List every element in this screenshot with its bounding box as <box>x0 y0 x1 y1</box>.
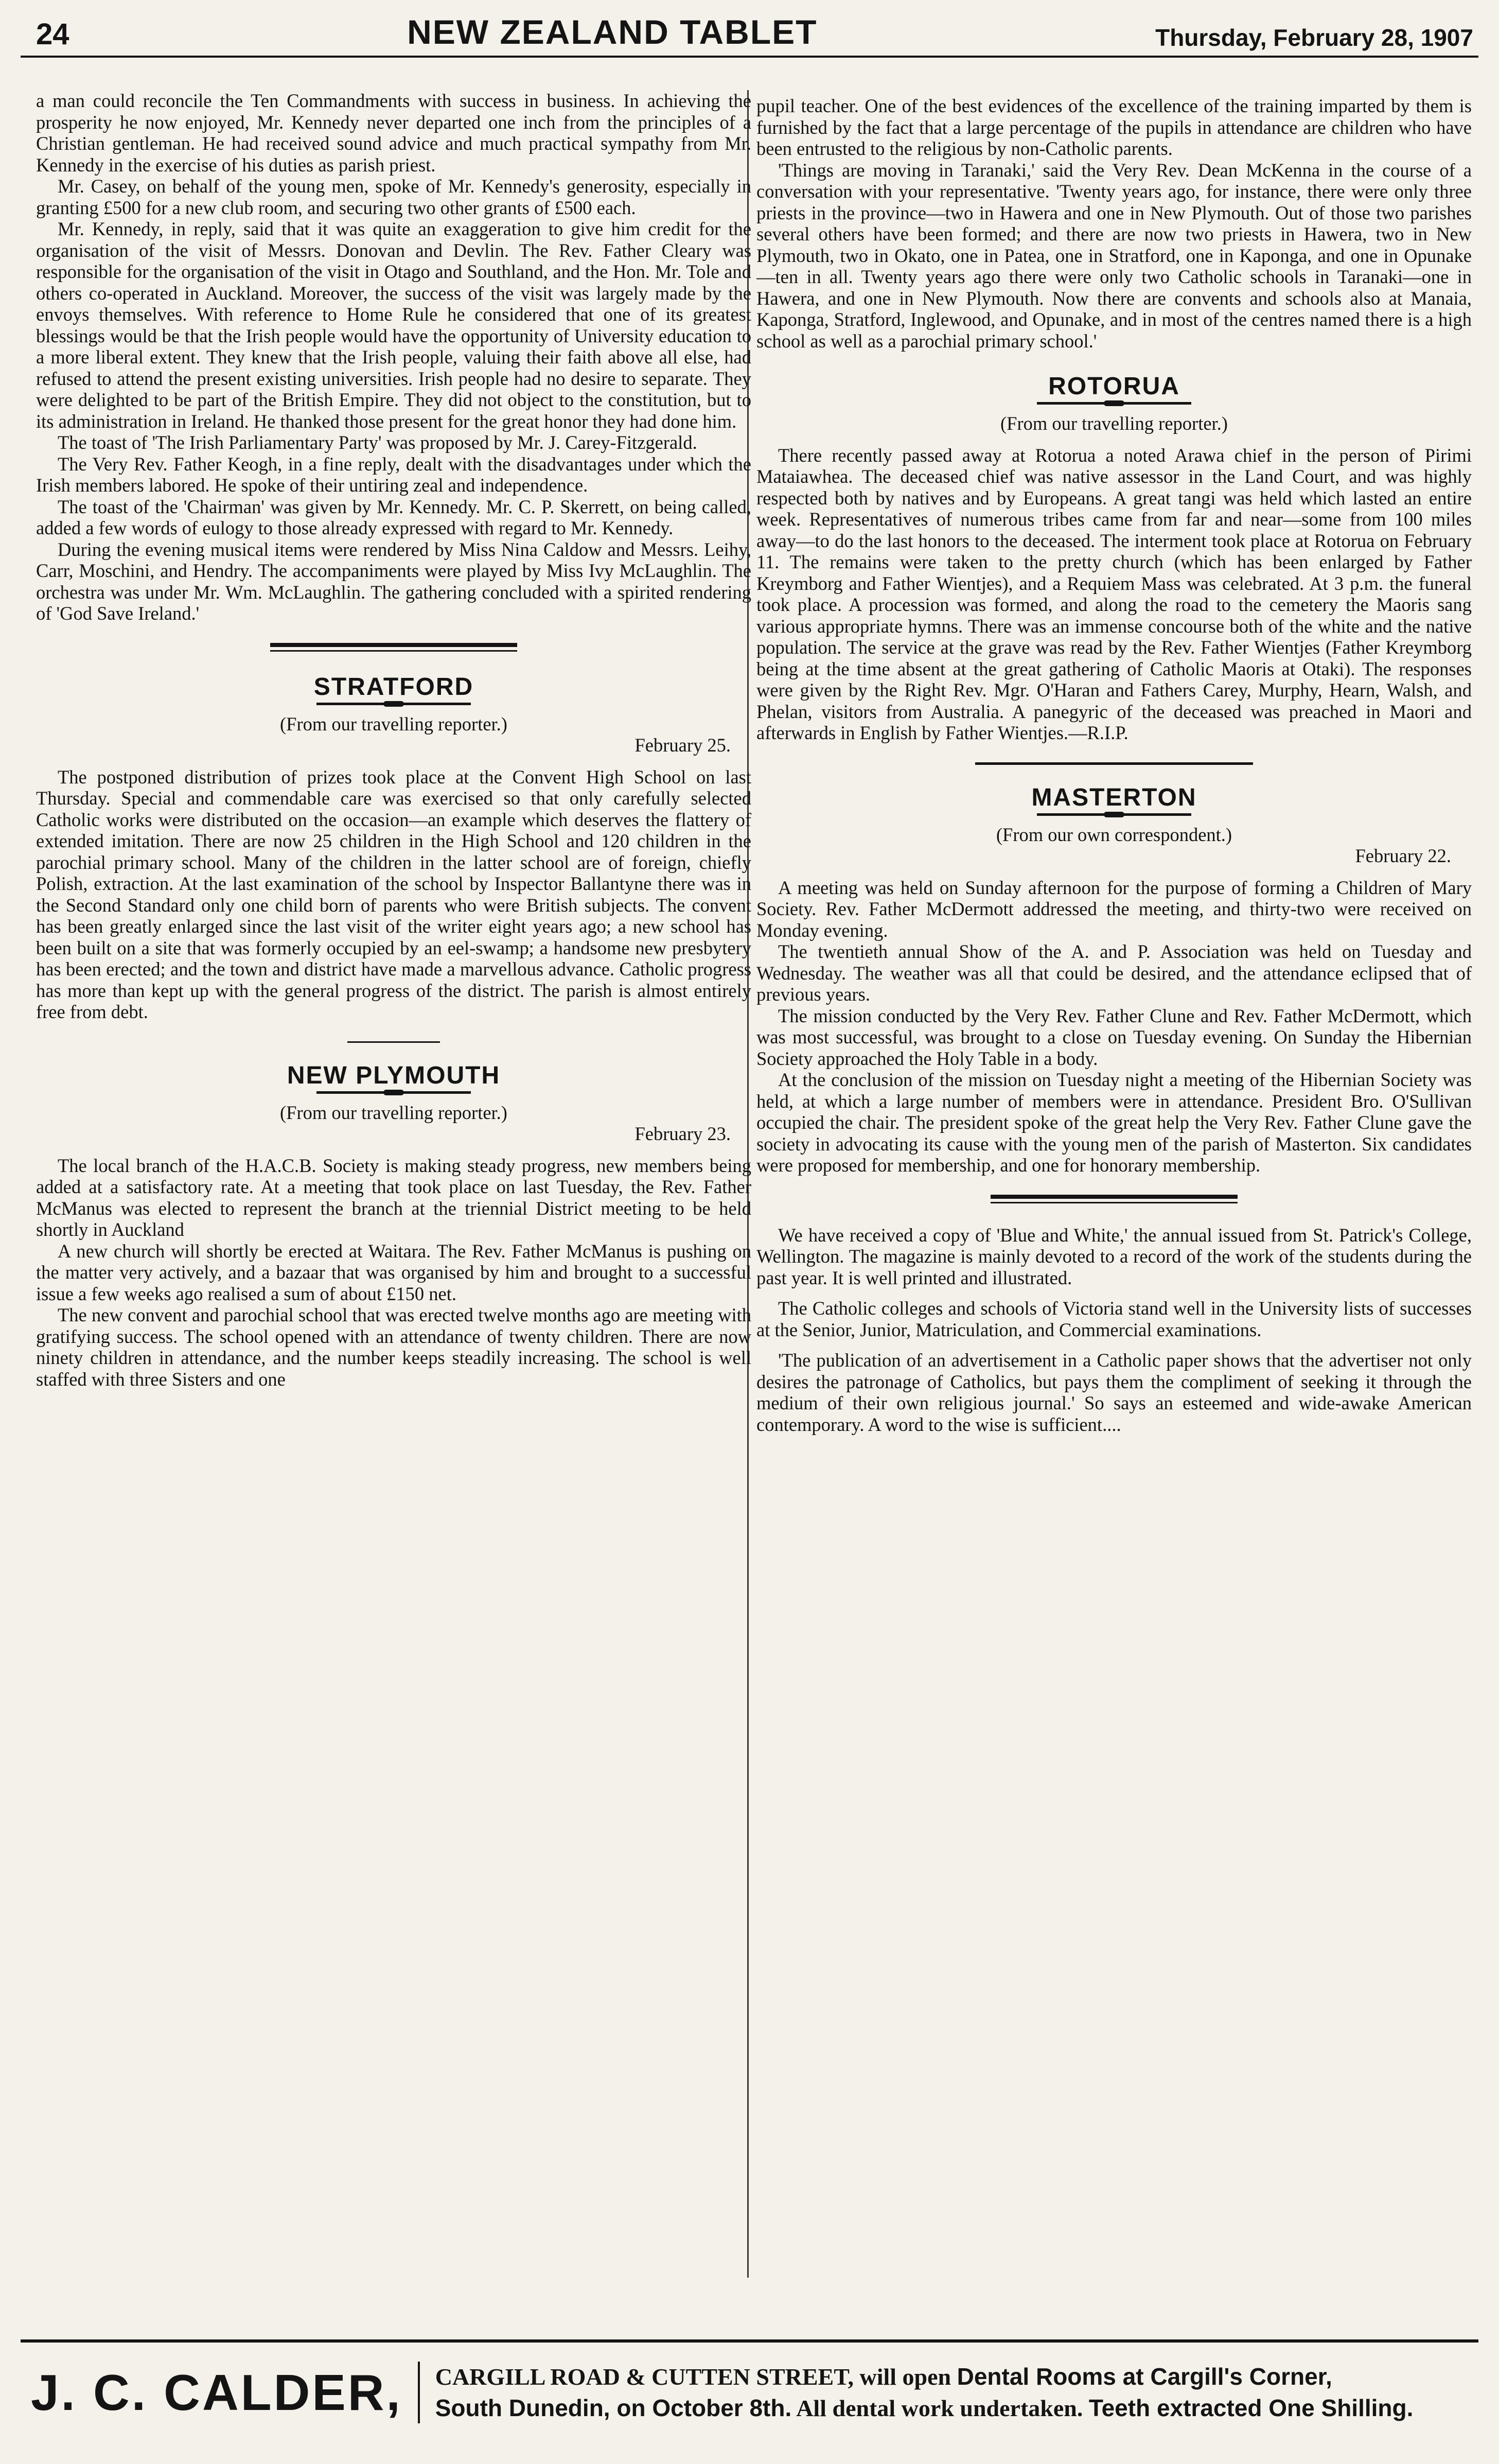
section-divider <box>975 762 1253 765</box>
section-heading: STRATFORD <box>313 673 474 701</box>
advertisement-line-1 <box>435 2361 1414 2392</box>
dateline: February 25. <box>634 735 731 756</box>
section-heading: ROTORUA <box>1048 373 1180 400</box>
section-subhead: (From our travelling reporter.) <box>1000 413 1228 434</box>
paragraph: 'Things are moving in Taranaki,' said the Very Rev. Dean McKenna in the course of a conversation with your representative. 'Twenty years ago, for instance, there were only three priests in the province—two in Hawera and one in New Plymouth. Out of those two parishes several others have been formed; and there are now two priests in Hawera, two in New Plymouth, two in Okato, one in Patea, one in Stratford, one in Kaponga, and one in Opunake—ten in all. Twenty years ago there were only two Catholic schools in Taranaki—one in Hawera, and one in New Plymouth. Now there are convents and schools also at Manaia, Kaponga, Stratford, Inglewood, and Opunake, and in most of the centres named there is a high school as well as a parochial primary school.' <box>756 159 1472 352</box>
heading-ornament <box>316 703 471 705</box>
section-divider <box>991 1195 1238 1206</box>
page-number: 24 <box>36 18 69 51</box>
right-column <box>756 95 1472 2288</box>
section-subhead: (From our own correspondent.) <box>996 824 1232 845</box>
section-heading: NEW PLYMOUTH <box>287 1061 501 1089</box>
paragraph: During the evening musical items were rendered by Miss Nina Caldow and Messrs. Leihy, Carr, Moschini, and Hendry. The accompaniments were played by Miss Ivy McLaughlin. The orchestra was under Mr. Wm. McLaughlin. The gathering concluded with a spirited rendering of 'God Save Ireland.' <box>36 538 751 624</box>
section-stratford <box>36 673 751 756</box>
paragraph: The Very Rev. Father Keogh, in a fine reply, dealt with the disadvantages under which the Irish members labored. He spoke of their untiring zeal and independence. <box>36 453 751 496</box>
heading-ornament <box>1037 402 1191 405</box>
paragraph: pupil teacher. One of the best evidences of the excellence of the training imparted by them is furnished by the fact that a large percentage of the pupils in attendance are children who have been entrusted to the religious by non-Catholic parents. <box>756 95 1472 159</box>
paragraph: A new church will shortly be erected at Waitara. The Rev. Father McManus is pushing on the matter very actively, and a bazaar that was organised by him and brought to a successful issue a few weeks ago realised a sum of about £150 net. <box>36 1240 751 1304</box>
paragraph: The toast of the 'Chairman' was given by Mr. Kennedy. Mr. C. P. Skerrett, on being called, added a few words of eulogy to those already expressed with regard to Mr. Kennedy. <box>36 496 751 538</box>
advertisement-banner <box>21 2339 1478 2442</box>
section-rotorua <box>756 372 1472 434</box>
section-divider <box>270 643 517 654</box>
ad-emphasis: South Dunedin, on October 8th. <box>435 2395 792 2421</box>
ad-emphasis: Teeth extracted One Shilling. <box>1088 2395 1414 2421</box>
section-subhead: (From our travelling reporter.) <box>280 1102 507 1123</box>
masthead <box>21 11 1478 58</box>
advertisement-line-2 <box>435 2392 1414 2424</box>
ad-emphasis: Dental Rooms at Cargill's Corner, <box>957 2363 1332 2390</box>
advertiser-name: J. C. CALDER, <box>21 2362 420 2423</box>
paragraph: The toast of 'The Irish Parliamentary Party' was proposed by Mr. J. Carey-Fitzgerald. <box>58 432 697 453</box>
section-masterton <box>756 783 1472 867</box>
paragraph: The Catholic colleges and schools of Victoria stand well in the University lists of successes at the Senior, Junior, Matriculation, and Commercial examinations. <box>756 1298 1472 1340</box>
paragraph: The twentieth annual Show of the A. and P. Association was held on Tuesday and Wednesday. The weather was all that could be desired, and the attendance eclipsed that of previous years. <box>756 941 1472 1005</box>
advertisement-text <box>420 2361 1414 2424</box>
dateline: February 22. <box>1355 845 1451 866</box>
section-subhead: (From our travelling reporter.) <box>280 713 507 735</box>
section-divider <box>347 1041 440 1043</box>
paragraph: Mr. Kennedy, in reply, said that it was quite an exaggeration to give him credit for the organisation of the visit of Messrs. Donovan and Devlin. The Rev. Father Cleary was responsible for the organisation of the visit in Otago and Southland, and the Hon. Mr. Tole and others co-operated in Auckland. Moreover, the success of the visit was largely made by the envoys themselves. With reference to Home Rule he considered that one of its greatest blessings would be that the Irish people would have the opportunity of University education to a more liberal extent. They knew that the Irish people, valuing their faith above all else, had refused to attend the present existing universities. Irish people had no desire to separate. They were delighted to be part of the British Empire. They did not object to the constitution, but to its administration in Ireland. He thanked those present for the great honor they had done him. <box>36 218 751 432</box>
paragraph: Mr. Casey, on behalf of the young men, spoke of Mr. Kennedy's generosity, especially in granting £500 for a new club room, and securing two other grants of £500 each. <box>36 176 751 218</box>
section-heading: MASTERTON <box>1031 783 1197 811</box>
left-column <box>36 90 751 2283</box>
paragraph: The postponed distribution of prizes took place at the Convent High School on last Thursday. Special and commendable care was exercised so that only carefully selected Catholic works were distributed on the occasion—an example which deserves the flattery of extended imitation. There are now 25 children in the High School and 120 children in the parochial primary school. Many of the children in the latter school are of foreign, chiefly Polish, extraction. At the last examination of the school by Inspector Ballantyne there was in the Second Standard only one child born of parents who were British subjects. The convent has been greatly enlarged since the last visit of the writer eight years ago; a new school has been built on a site that was formerly occupied by an eel-swamp; a handsome new presbytery has been erected; and the town and district have made a marvellous advance. Catholic progress has more than kept up with the general progress of the district. The parish is almost entirely free from debt. <box>36 766 751 1022</box>
paragraph: 'The publication of an advertisement in a Catholic paper shows that the advertiser not only desires the patronage of Catholics, but pays them the compliment of seeking it through the medium of their own religious journal.' So says an esteemed and wide-awake American contemporary. A word to the wise is sufficient.... <box>756 1350 1472 1435</box>
newspaper-page <box>21 0 1478 2464</box>
paper-title: NEW ZEALAND TABLET <box>407 13 818 51</box>
paragraph: The local branch of the H.A.C.B. Society is making steady progress, new members being added at a satisfactory rate. At a meeting that took place on last Tuesday, the Rev. Father McManus was elected to represent the branch at the triennial District meeting to be held shortly in Auckland <box>36 1155 751 1240</box>
paragraph: a man could reconcile the Ten Commandments with success in business. In achieving the prosperity he now enjoyed, Mr. Kennedy never departed one inch from the principles of a Christian gentleman. He had received sound advice and much practical sympathy from Mr. Kennedy in the exercise of his duties as parish priest. <box>36 90 751 176</box>
paragraph: There recently passed away at Rotorua a noted Arawa chief in the person of Pirimi Mataiawhea. The deceased chief was native assessor in the Land Court, and was highly respected both by natives and by Europeans. A great tangi was held which lasted an entire week. Representatives of numerous tribes came from far and near—some from 100 miles away—to do the last honors to the deceased. The interment took place at Rotorua on February 11. The remains were taken to the pretty church (which has been enlarged by Father Kreymborg and Father Wientjes), and a Requiem Mass was celebrated. At 3 p.m. the funeral took place. A procession was formed, and along the road to the cemetery the Maoris sang various appropriate hymns. There was an immense concourse both of the white and the native population. The service at the grave was read by the Rev. Father Wientjes (Father Kreymborg being at the time absent at the great gathering of Catholic Maoris at Otaki). The responses were given by the Right Rev. Mgr. O'Haran and Fathers Carey, Murphy, Hearn, Walsh, and Phelan, visitors from Australia. A panegyric of the deceased was preached in Maori and afterwards in English by Father Wientjes.—R.I.P. <box>756 444 1472 743</box>
issue-date: Thursday, February 28, 1907 <box>1155 24 1473 51</box>
paragraph: The mission conducted by the Very Rev. Father Clune and Rev. Father McDermott, which was most successful, was brought to a close on Tuesday evening. On Sunday the Hibernian Society approached the Holy Table in a body. <box>756 1005 1472 1069</box>
section-new-plymouth <box>36 1061 751 1145</box>
ad-services: All dental work undertaken. <box>791 2395 1089 2421</box>
heading-ornament <box>1037 813 1191 816</box>
paragraph: The new convent and parochial school that was erected twelve months ago are meeting with gratifying success. The school opened with an attendance of twenty children. There are now ninety children in attendance, and the number keeps steadily increasing. The school is well staffed with three Sisters and one <box>36 1304 751 1390</box>
paragraph: We have received a copy of 'Blue and White,' the annual issued from St. Patrick's College, Wellington. The magazine is mainly devoted to a record of the work of the students during the past year. It is well printed and illustrated. <box>756 1224 1472 1288</box>
dateline: February 23. <box>634 1123 731 1144</box>
heading-ornament <box>316 1091 471 1094</box>
paragraph: A meeting was held on Sunday afternoon for the purpose of forming a Children of Mary Society. Rev. Father McDermott addressed the meeting, and thirty-two were received on Monday evening. <box>756 877 1472 941</box>
ad-address: CARGILL ROAD & CUTTEN STREET, will open <box>435 2364 957 2390</box>
paragraph: At the conclusion of the mission on Tuesday night a meeting of the Hibernian Society was held, at which a large number of members were in attendance. President Bro. O'Sullivan occupied the chair. The president spoke of the great help the Very Rev. Father Clune gave the society in advocating its cause with the young men of the parish of Masterton. Six candidates were proposed for membership, and one for honorary membership. <box>756 1069 1472 1176</box>
